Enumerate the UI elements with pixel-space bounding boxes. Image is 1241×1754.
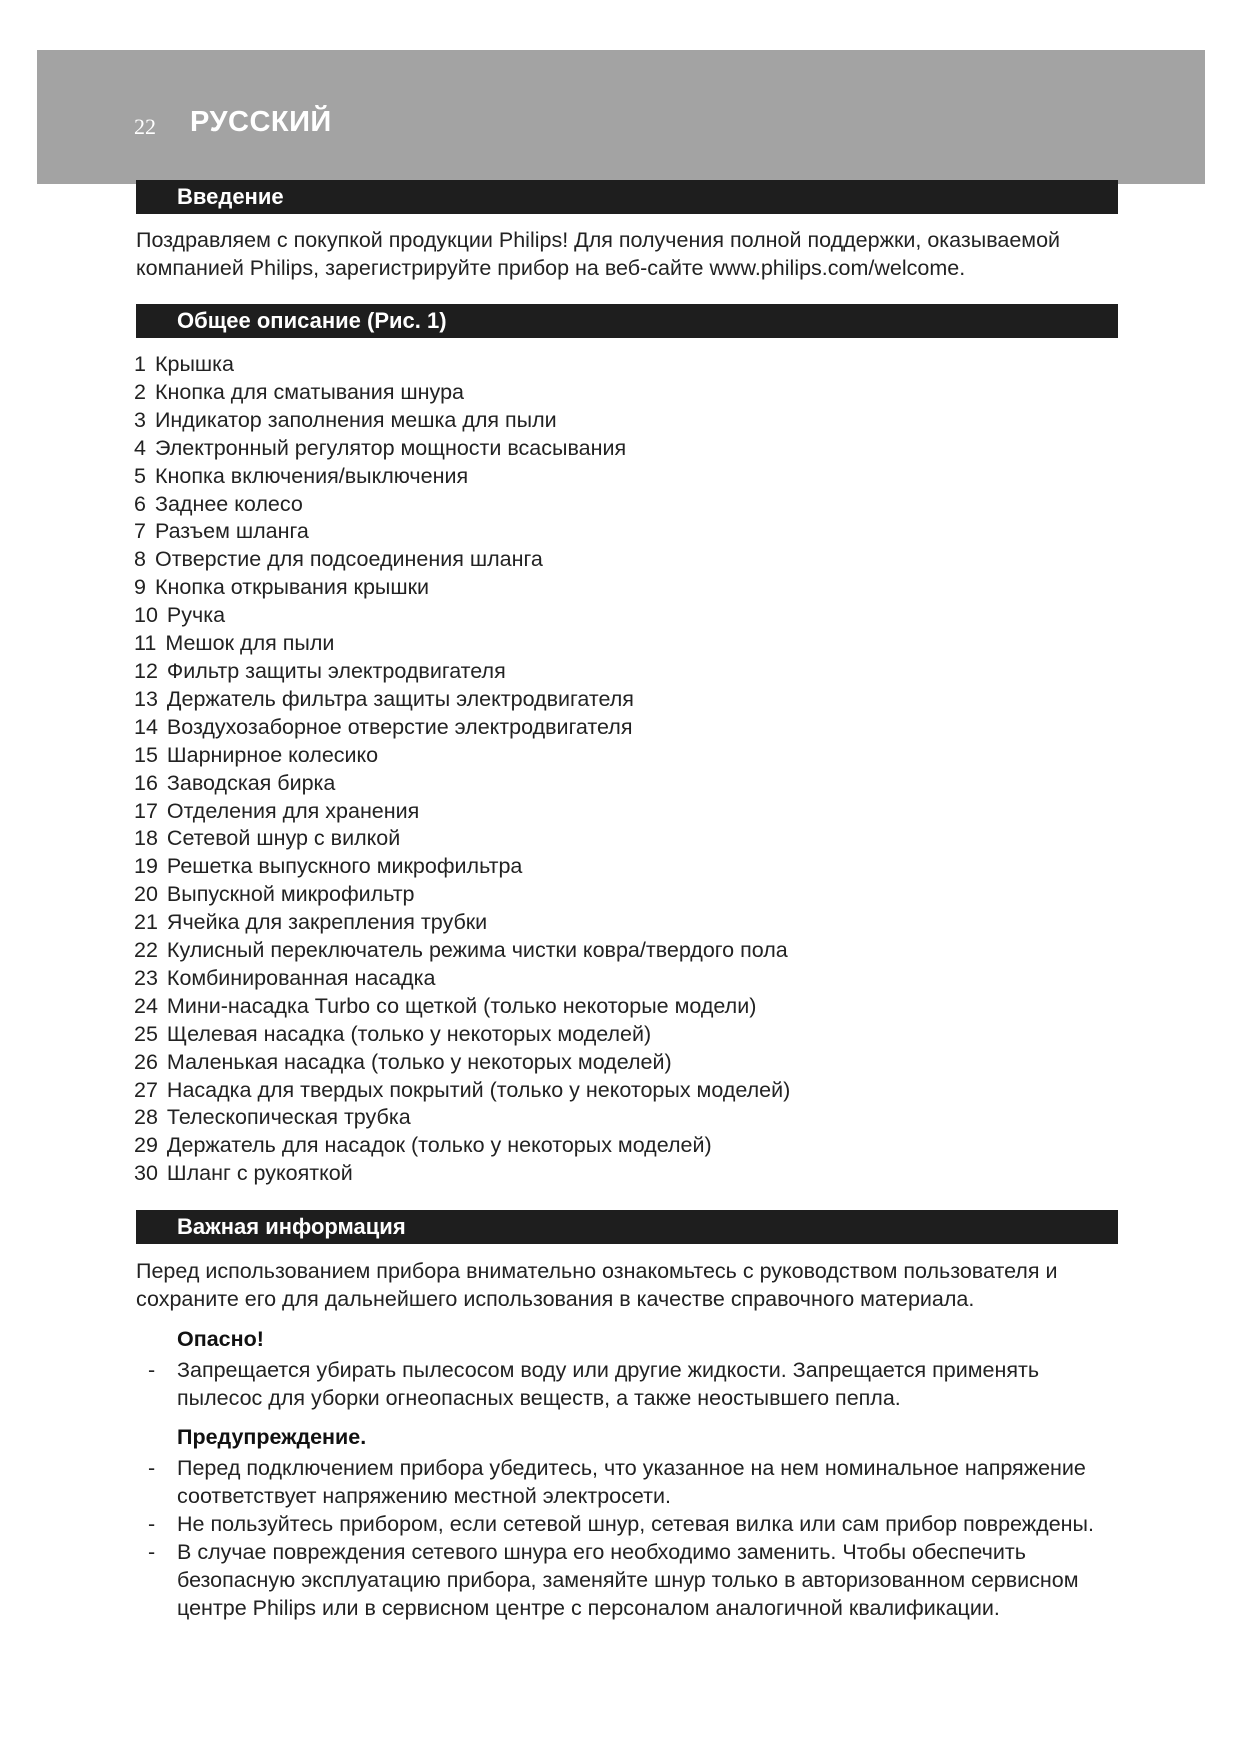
bullet-text: Не пользуйтесь прибором, если сетевой шнур, сетевая вилка или сам прибор повреждены. [177, 1512, 1094, 1536]
list-item [134, 1160, 790, 1188]
list-item [134, 853, 790, 881]
list-item [134, 351, 790, 379]
item-number: 11 [134, 631, 157, 656]
item-label: Кнопка для сматывания шнура [154, 379, 464, 404]
important-paragraph: Перед использованием прибора внимательно ознакомьтесь с руководством пользователя и сохраните его для дальнейшего использования в качестве справочного материала. [136, 1259, 1058, 1311]
section-heading-general-description: Общее описание (Рис. 1) [136, 304, 1118, 338]
item-number: 10 [134, 603, 158, 628]
item-label: Шланг с рукояткой [166, 1161, 353, 1186]
item-label: Насадка для твердых покрытий (только у некоторых моделей) [166, 1077, 791, 1102]
item-number: 8 [134, 547, 146, 572]
list-item [134, 993, 790, 1021]
item-number: 20 [134, 882, 158, 907]
item-label: Мешок для пыли [165, 631, 335, 656]
bullet-text: Перед подключением прибора убедитесь, что указанное на нем номинальное напряжение соответствует напряжению местной электросети. [177, 1456, 1086, 1508]
item-number: 14 [134, 714, 158, 739]
item-label: Шарнирное колесико [166, 742, 379, 767]
item-label: Заднее колесо [154, 491, 303, 516]
item-number: 18 [134, 826, 158, 851]
bullet-dash: - [148, 1456, 156, 1480]
section-heading-intro: Введение [136, 180, 1118, 214]
bullet-dash: - [148, 1512, 156, 1536]
bullet-dash: - [148, 1540, 156, 1564]
bullet-item [148, 1510, 1128, 1538]
item-number: 3 [134, 407, 146, 432]
bullet-dash: - [148, 1358, 156, 1382]
item-label: Воздухозаборное отверстие электродвигателя [166, 714, 633, 739]
bullet-item [148, 1538, 1128, 1622]
item-number: 6 [134, 491, 146, 516]
item-number: 2 [134, 379, 146, 404]
section-heading-important-info: Важная информация [136, 1210, 1118, 1244]
list-item [134, 909, 790, 937]
item-label: Кулисный переключатель режима чистки ковра/твердого пола [166, 938, 788, 963]
item-label: Индикатор заполнения мешка для пыли [154, 407, 557, 432]
item-label: Электронный регулятор мощности всасывания [154, 435, 627, 460]
bullet-item [148, 1454, 1128, 1510]
item-number: 25 [134, 1021, 158, 1046]
warning-list [148, 1454, 1128, 1622]
item-number: 5 [134, 463, 146, 488]
danger-list [148, 1356, 1128, 1412]
item-label: Сетевой шнур с вилкой [166, 826, 401, 851]
item-number: 24 [134, 993, 158, 1018]
item-number: 30 [134, 1161, 158, 1186]
intro-paragraph: Поздравляем с покупкой продукции Philips! Для получения полной поддержки, оказываемой компанией Philips, зарегистрируйте прибор на веб-сайте www.philips.com/welcome. [136, 228, 1061, 280]
item-label: Кнопка открывания крышки [154, 575, 430, 600]
item-number: 29 [134, 1133, 158, 1158]
list-item [134, 463, 790, 491]
list-item [134, 798, 790, 826]
list-item [134, 630, 790, 658]
item-number: 28 [134, 1105, 158, 1130]
item-label: Маленькая насадка (только у некоторых моделей) [166, 1049, 672, 1074]
item-number: 19 [134, 854, 158, 879]
item-label: Разъем шланга [154, 519, 309, 544]
item-label: Комбинированная насадка [166, 965, 436, 990]
danger-heading: Опасно! [177, 1327, 264, 1351]
item-number: 26 [134, 1049, 158, 1074]
item-number: 27 [134, 1077, 158, 1102]
warning-heading: Предупреждение. [177, 1425, 367, 1449]
item-number: 13 [134, 686, 158, 711]
list-item [134, 435, 790, 463]
list-item [134, 602, 790, 630]
item-number: 15 [134, 742, 158, 767]
item-label: Фильтр защиты электродвигателя [166, 658, 506, 683]
item-number: 22 [134, 938, 158, 963]
list-item [134, 518, 790, 546]
item-label: Держатель фильтра защиты электродвигателя [166, 686, 634, 711]
bullet-item [148, 1356, 1128, 1412]
item-number: 4 [134, 435, 146, 460]
list-item [134, 1021, 790, 1049]
list-item [134, 825, 790, 853]
list-item [134, 574, 790, 602]
bullet-text: Запрещается убирать пылесосом воду или другие жидкости. Запрещается применять пылесос для уборки огнеопасных веществ, а также неостывшего пепла. [177, 1358, 1040, 1410]
item-label: Отделения для хранения [166, 798, 420, 823]
list-item [134, 1104, 790, 1132]
item-label: Решетка выпускного микрофильтра [166, 854, 523, 879]
item-number: 9 [134, 575, 146, 600]
list-item [134, 491, 790, 519]
item-label: Заводская бирка [166, 770, 336, 795]
parts-list [134, 351, 790, 1188]
item-label: Кнопка включения/выключения [154, 463, 469, 488]
list-item [134, 1132, 790, 1160]
item-label: Выпускной микрофильтр [166, 882, 415, 907]
item-label: Крышка [154, 352, 234, 376]
list-item [134, 770, 790, 798]
list-item [134, 1077, 790, 1105]
list-item [134, 965, 790, 993]
list-item [134, 881, 790, 909]
item-label: Держатель для насадок (только у некоторых моделей) [166, 1133, 712, 1158]
item-number: 23 [134, 965, 158, 990]
list-item [134, 686, 790, 714]
list-item [134, 658, 790, 686]
list-item [134, 1049, 790, 1077]
item-number: 7 [134, 519, 146, 544]
item-number: 1 [134, 352, 146, 376]
item-number: 12 [134, 658, 158, 683]
list-item [134, 742, 790, 770]
item-number: 21 [134, 910, 158, 935]
list-item [134, 546, 790, 574]
list-item [134, 937, 790, 965]
list-item [134, 407, 790, 435]
item-label: Ячейка для закрепления трубки [166, 910, 488, 935]
item-label: Щелевая насадка (только у некоторых моделей) [166, 1021, 652, 1046]
list-item [134, 379, 790, 407]
item-label: Ручка [166, 603, 226, 628]
page-language-title: РУССКИЙ [190, 106, 332, 138]
page-number: 22 [134, 114, 156, 139]
item-label: Мини-насадка Turbo со щеткой (только некоторые модели) [166, 993, 757, 1018]
item-number: 16 [134, 770, 158, 795]
item-label: Отверстие для подсоединения шланга [154, 547, 543, 572]
item-number: 17 [134, 798, 158, 823]
bullet-text: В случае повреждения сетевого шнура его необходимо заменить. Чтобы обеспечить безопасную эксплуатацию прибора, заменяйте шнур только в авторизованном сервисном центре Philips или в сервисном центре с персоналом аналогичной квалификации. [177, 1540, 1079, 1620]
item-label: Телескопическая трубка [166, 1105, 411, 1130]
list-item [134, 714, 790, 742]
